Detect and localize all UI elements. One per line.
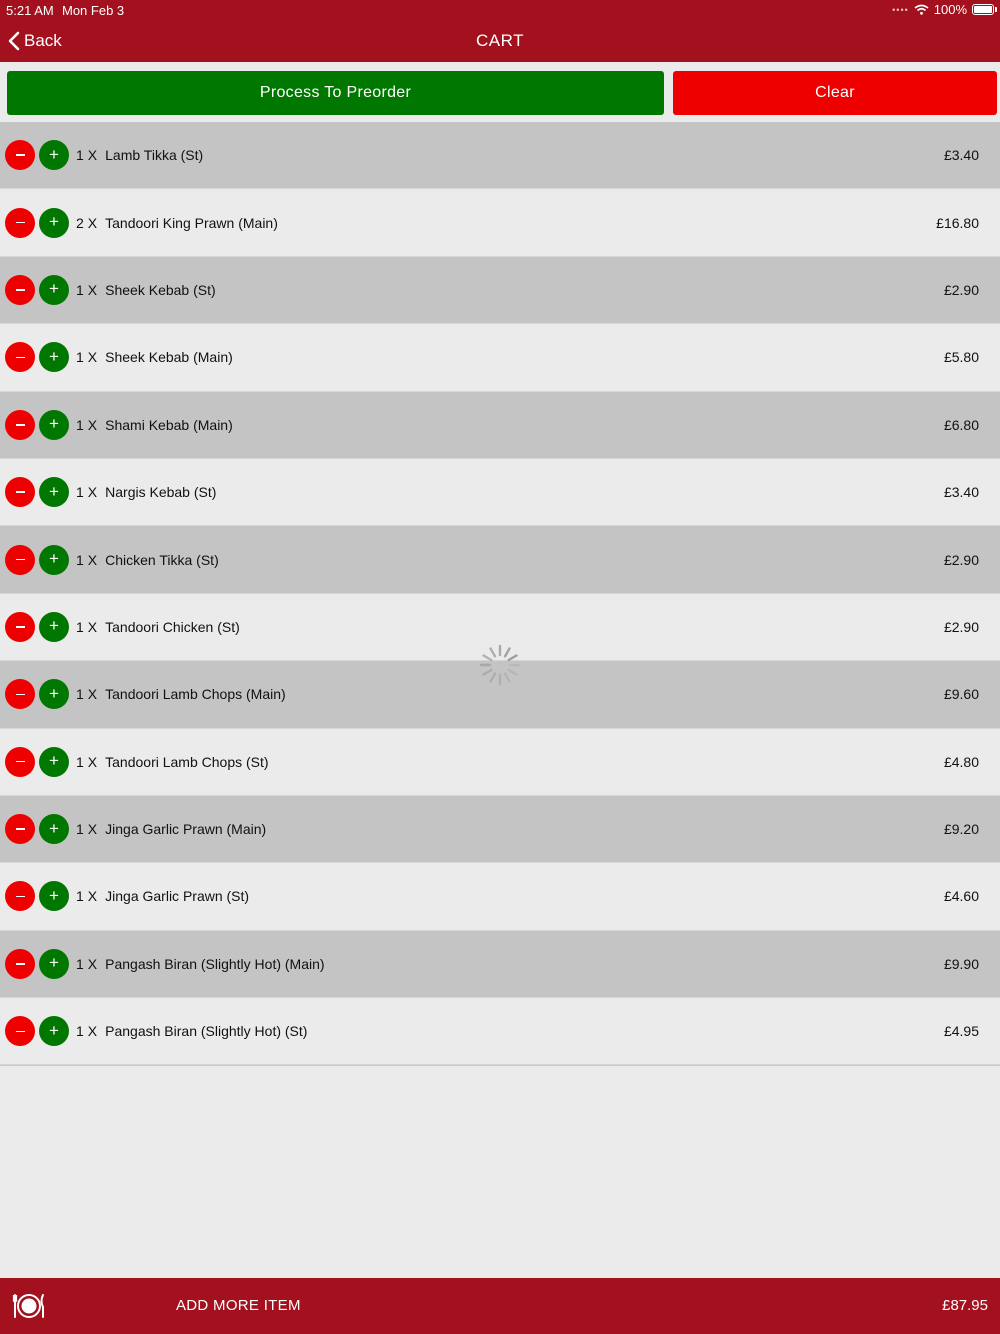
item-quantity: 1 [76,484,84,501]
item-quantity: 1 [76,147,84,164]
plus-icon: + [49,885,59,905]
decrease-quantity-button[interactable] [5,1016,35,1046]
decrease-quantity-button[interactable] [5,814,35,844]
status-time: 5:21 AM [6,3,54,18]
wifi-icon [914,4,929,15]
decrease-quantity-button[interactable] [5,140,35,170]
item-quantity: 1 [76,281,84,298]
cart-item-row [0,392,1000,459]
item-quantity: 1 [76,416,84,433]
increase-quantity-button[interactable] [39,679,69,709]
battery-percent: 100% [933,2,967,17]
item-price: £9.60 [943,686,979,703]
increase-quantity-button[interactable] [39,881,69,911]
item-quantity: 1 [76,753,84,770]
item-name: Pangash Biran (Slightly Hot) (St) [105,1023,308,1040]
increase-quantity-button[interactable] [39,545,69,575]
item-quantity: 1 [76,821,84,838]
status-date: Mon Feb 3 [62,3,125,18]
item-name: Tandoori King Prawn (Main) [105,214,278,231]
item-quantity: 1 [76,618,84,635]
top-bar [0,0,1000,62]
item-price: £4.95 [943,1023,979,1040]
decrease-quantity-button[interactable] [5,342,35,372]
item-name: Tandoori Lamb Chops (St) [105,753,269,770]
decrease-quantity-button[interactable] [5,949,35,979]
spinner-spoke [484,670,492,675]
item-price: £2.90 [943,551,979,568]
plus-icon: + [49,616,59,636]
cart-item-row [0,526,1000,593]
plus-icon: + [49,818,59,838]
status-indicators [892,2,994,17]
plus-icon: + [49,144,59,164]
item-multiplier: X [87,484,98,501]
item-quantity: 2 [76,214,84,231]
item-quantity: 1 [76,888,84,905]
item-multiplier: X [87,551,98,568]
item-multiplier: X [87,147,98,164]
item-quantity: 1 [76,1023,84,1040]
increase-quantity-button[interactable] [39,814,69,844]
decrease-quantity-button[interactable] [5,881,35,911]
loading-spinner-icon [478,643,522,687]
item-name: Lamb Tikka (St) [105,147,204,164]
item-multiplier: X [87,955,98,972]
cart-item-row [0,189,1000,256]
increase-quantity-button[interactable] [39,477,69,507]
increase-quantity-button[interactable] [39,208,69,238]
plus-icon: + [49,953,59,973]
increase-quantity-button[interactable] [39,410,69,440]
page-title: CART [476,31,524,50]
cart-item-row [0,122,1000,189]
item-price: £9.20 [943,821,979,838]
item-multiplier: X [87,821,98,838]
plus-icon: + [49,683,59,703]
spinner-spoke [509,670,517,675]
plus-icon: + [49,279,59,299]
item-name: Pangash Biran (Slightly Hot) (Main) [105,955,325,972]
item-quantity: 1 [76,551,84,568]
item-name: Nargis Kebab (St) [105,484,217,501]
increase-quantity-button[interactable] [39,612,69,642]
item-name: Jinga Garlic Prawn (Main) [105,821,267,838]
plus-icon: + [49,751,59,771]
plus-icon: + [49,549,59,569]
decrease-quantity-button[interactable] [5,208,35,238]
cart-item-row [0,998,1000,1065]
decrease-quantity-button[interactable] [5,410,35,440]
cart-item-row [0,863,1000,930]
cart-item-row [0,324,1000,391]
item-multiplier: X [87,416,98,433]
item-price: £2.90 [943,618,979,635]
battery-icon [972,4,994,15]
plus-icon: + [49,481,59,501]
item-name: Tandoori Chicken (St) [105,618,240,635]
item-multiplier: X [87,281,98,298]
cart-item-row [0,931,1000,998]
item-multiplier: X [87,214,98,231]
back-label: Back [24,31,62,50]
spinner-spoke [484,656,492,661]
spinner-spoke [505,649,510,657]
item-name: Chicken Tikka (St) [105,551,219,568]
item-multiplier: X [87,349,98,366]
decrease-quantity-button[interactable] [5,679,35,709]
item-price: £2.90 [943,281,979,298]
cart-list [0,122,1000,1066]
cart-item-row [0,257,1000,324]
item-price: £3.40 [943,147,979,164]
item-multiplier: X [87,888,98,905]
clear-button[interactable]: Clear [673,71,997,115]
item-quantity: 1 [76,686,84,703]
bottom-bar [0,1278,1000,1334]
plus-icon: + [49,414,59,434]
item-name: Sheek Kebab (Main) [105,349,233,366]
increase-quantity-button[interactable] [39,342,69,372]
cart-item-row [0,729,1000,796]
cart-item-row [0,459,1000,526]
cart-item-row [0,796,1000,863]
spinner-spoke [509,656,517,661]
increase-quantity-button[interactable] [39,949,69,979]
decrease-quantity-button[interactable] [5,275,35,305]
item-name: Jinga Garlic Prawn (St) [105,888,250,905]
cart-total: £87.95 [942,1297,988,1314]
decrease-quantity-button[interactable] [5,747,35,777]
spinner-spoke [491,674,496,682]
item-price: £5.80 [943,349,979,366]
signal-dots-icon: •••• [892,4,909,15]
decrease-quantity-button[interactable] [5,612,35,642]
item-price: £4.80 [943,753,979,770]
item-price: £16.80 [936,214,979,231]
decrease-quantity-button[interactable] [5,545,35,575]
increase-quantity-button[interactable] [39,140,69,170]
item-price: £4.60 [943,888,979,905]
decrease-quantity-button[interactable] [5,477,35,507]
process-to-preorder-button[interactable]: Process To Preorder [7,71,664,115]
item-name: Shami Kebab (Main) [105,416,233,433]
item-name: Sheek Kebab (St) [105,281,216,298]
plate-cutlery-icon[interactable] [12,1291,46,1321]
increase-quantity-button[interactable] [39,275,69,305]
item-name: Tandoori Lamb Chops (Main) [105,686,286,703]
item-multiplier: X [87,1023,98,1040]
plus-icon: + [49,1020,59,1040]
item-price: £9.90 [943,955,979,972]
item-quantity: 1 [76,349,84,366]
increase-quantity-button[interactable] [39,1016,69,1046]
item-quantity: 1 [76,955,84,972]
spinner-spoke [491,649,496,657]
increase-quantity-button[interactable] [39,747,69,777]
plus-icon: + [49,212,59,232]
add-more-item-button[interactable]: ADD MORE ITEM [176,1297,301,1314]
plus-icon: + [49,346,59,366]
item-multiplier: X [87,618,98,635]
item-multiplier: X [87,686,98,703]
item-multiplier: X [87,753,98,770]
spinner-spoke [505,674,510,682]
item-price: £6.80 [943,416,979,433]
item-price: £3.40 [943,484,979,501]
